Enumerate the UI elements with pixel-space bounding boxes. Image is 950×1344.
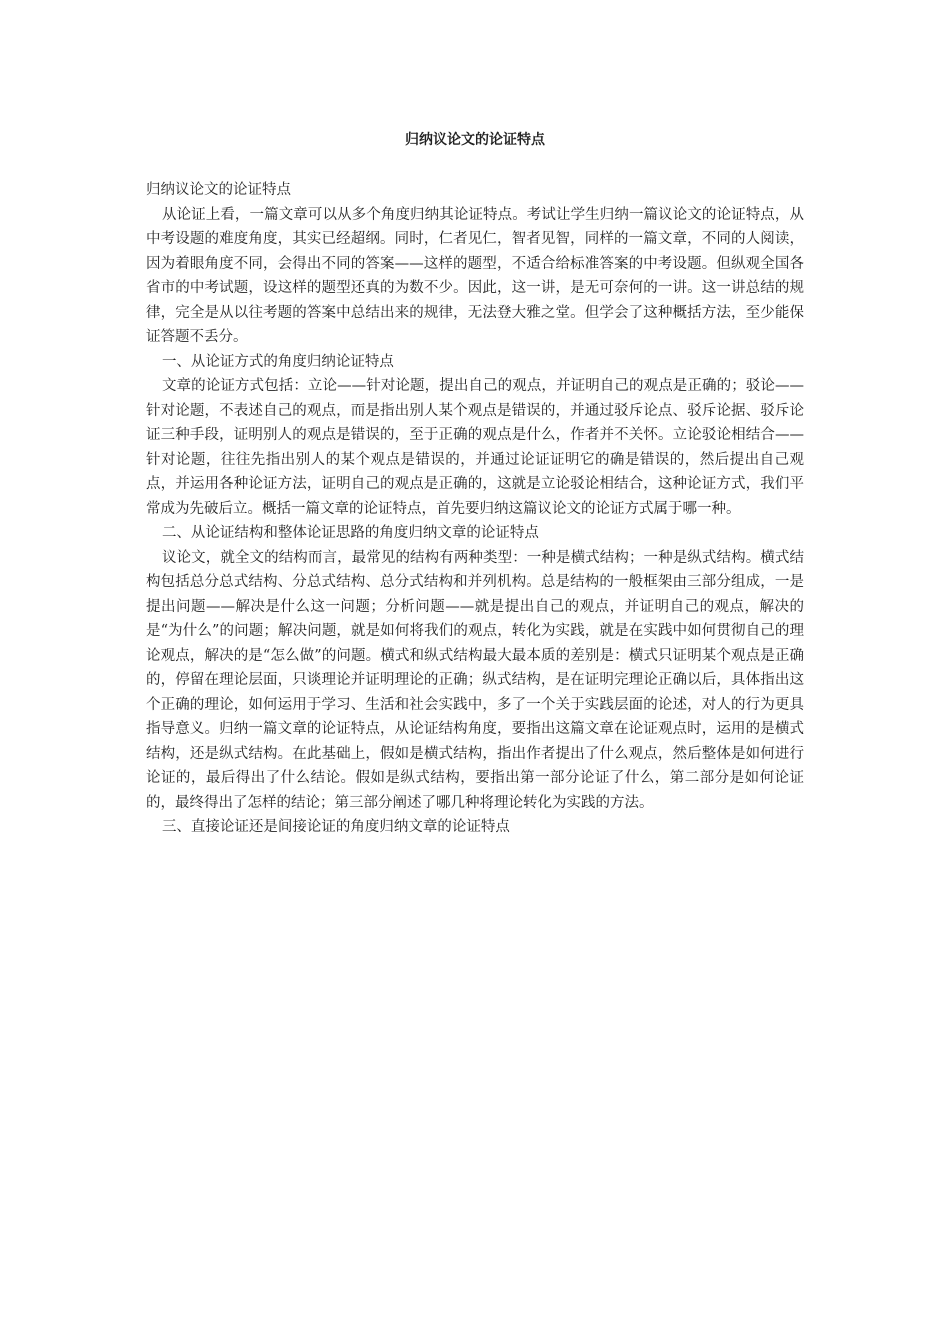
document-title: 归纳议论文的论证特点 — [405, 132, 545, 148]
intro-paragraph: 从论证上看，一篇文章可以从多个角度归纳其论证特点。考试让学生归纳一篇议论文的论证特点，从中考设题的难度角度，其实已经超纲。同时，仁者见仁，智者见智，同样的一篇文章，不同的人阅读，因为着眼角度不同，会得出不同的答案——这样的题型，不适合给标准答案的中考设题。但纵观全国各省市的中考试题，设这样的题型还真的为数不少。因此，这一讲，是无可奈何的一讲。这一讲总结的规律，完全是从以往考题的答案中总结出来的规律，无法登大雅之堂。但学会了这种概括方法，至少能保证答题不丢分。 — [146, 206, 804, 345]
section-heading-1: 一、从论证方式的角度归纳论证特点 — [161, 353, 394, 370]
section-heading-3: 三、直接论证还是间接论证的角度归纳文章的论证特点 — [161, 819, 510, 835]
section-2-paragraph: 议论文，就全文的结构而言，最常见的结构有两种类型：一种是横式结构；一种是纵式结构。横式结构包括总分总式结构、分总式结构、总分式结构和并列机构。总是结构的一般框架由三部分组成，一是提出问题——解决是什么这一问题；分析问题——就是提出自己的观点，并证明自己的观点，解决的是“为什么”的问题；解决问题，就是如何将我们的观点，转化为实践，就是在实践中如何贯彻自己的理论观点，解决的是“怎么做”的问题。横式和纵式结构最大最本质的差别是：横式只证明某个观点是正确的，停留在理论层面，只谈理论并证明理论的正确；纵式结构，是在证明完理论正确以后，具体指出这个正确的理论，如何运用于学习、生活和社会实践中，多了一个关于实践层面的论述，对人的行为更具指导意义。归纳一篇文章的论证特点，从论证结构角度，要指出这篇文章在论证观点时，运用的是横式结构，还是纵式结构。在此基础上，假如是横式结构，指出作者提出了什么观点，然后整体是如何进行论证的，最后得出了什么结论。假如是纵式结构，要指出第一部分论证了什么，第二部分是如何论证的，最终得出了怎样的结论；第三部分阐述了哪几种将理论转化为实践的方法。 — [146, 549, 804, 811]
document-body — [146, 178, 804, 840]
section-heading-2: 二、从论证结构和整体论证思路的角度归纳文章的论证特点 — [161, 525, 539, 541]
section-1-paragraph: 文章的论证方式包括：立论——针对论题，提出自己的观点，并证明自己的观点是正确的；驳论——针对论题，不表述自己的观点，而是指出别人某个观点是错误的，并通过驳斥论点、驳斥论据、驳斥论证三种手段，证明别人的观点是错误的，至于正确的观点是什么，作者并不关怀。立论驳论相结合——针对论题，往往先指出别人的某个观点是错误的，并通过论证证明它的确是错误的，然后提出自己观点，并运用各种论证方法，证明自己的观点是正确的，这就是立论驳论相结合，这种论证方式，我们平常成为先破后立。概括一篇文章的论证特点，首先要归纳这篇议论文的论证方式属于哪一种。 — [146, 378, 804, 517]
section-subtitle: 归纳议论文的论证特点 — [146, 182, 291, 198]
